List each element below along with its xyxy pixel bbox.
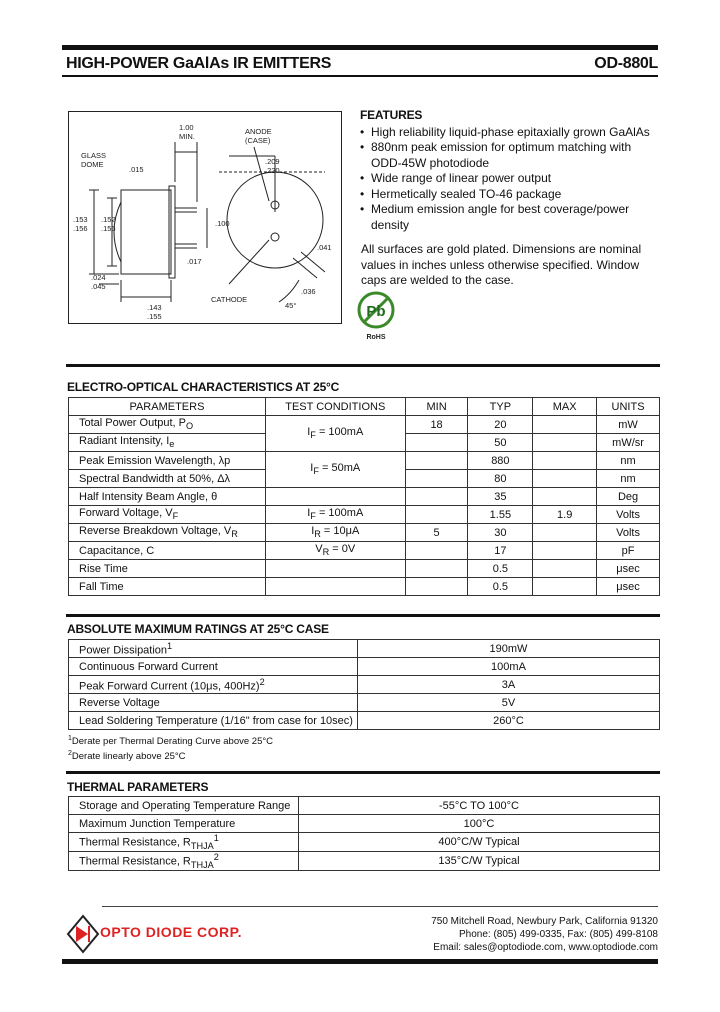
units-cell: nm <box>597 452 660 470</box>
eo-section-rule <box>66 364 660 367</box>
col-header-test-conditions: TEST CONDITIONS <box>265 398 405 416</box>
units-cell: mW/sr <box>597 434 660 452</box>
param-cell: Reverse Voltage <box>69 694 358 712</box>
min-cell <box>405 542 468 560</box>
value-cell: 100mA <box>357 658 659 676</box>
condition-cell <box>265 488 405 506</box>
amr-section-rule <box>66 614 660 617</box>
surfaces-note: All surfaces are gold plated. Dimensions are nominal values in inches unless otherwise specified. Window caps are welded to the case. <box>361 242 642 287</box>
value-cell: 260°C <box>357 712 659 730</box>
value-cell: 135°C/W Typical <box>298 851 659 870</box>
max-cell <box>533 470 597 488</box>
units-cell: μsec <box>597 578 660 596</box>
value-cell: 400°C/W Typical <box>298 833 659 852</box>
rohs-label: RoHS <box>366 334 386 341</box>
company-name: OPTO DIODE CORP. <box>100 924 243 940</box>
page-title: HIGH-POWER GaAlAs IR EMITTERS <box>66 55 332 72</box>
amr-section-title: ABSOLUTE MAXIMUM RATINGS AT 25°C CASE <box>67 622 329 636</box>
param-cell: Capacitance, C <box>69 542 266 560</box>
feature-item: • Hermetically sealed TO-46 package <box>360 187 660 203</box>
can-body <box>121 190 171 274</box>
col-header-max: MAX <box>533 398 597 416</box>
electro-optical-table <box>68 397 660 596</box>
absolute-max-table <box>68 639 660 730</box>
param-cell: Total Power Output, $P_O$ <box>69 416 266 434</box>
typ-cell: 20 <box>468 416 533 434</box>
param-cell: Power Dissipation$^1$ <box>69 640 358 658</box>
logo-diode-icon <box>76 926 88 942</box>
typ-cell: 50 <box>468 434 533 452</box>
param-cell: Peak Forward Current (10μs, 400Hz)$^2$ <box>69 676 358 694</box>
dim-017: .017 <box>187 257 202 266</box>
footnote-1: $^1$Derate per Thermal Derating Curve above 25°C <box>68 735 274 748</box>
table-row <box>69 578 660 596</box>
table-row <box>69 676 660 694</box>
min-cell <box>405 452 468 470</box>
table-row <box>69 658 660 676</box>
dim-143: .143 <box>147 303 162 312</box>
dim-041: .041 <box>317 243 332 252</box>
footer-top-rule <box>102 906 658 907</box>
label-glass: GLASS <box>81 151 107 160</box>
units-cell: Deg <box>597 488 660 506</box>
min-cell <box>405 470 468 488</box>
max-cell <box>533 542 597 560</box>
address: 750 Mitchell Road, Newbury Park, California 91320 <box>431 916 658 927</box>
param-cell: Half Intensity Beam Angle, θ <box>69 488 266 506</box>
param-cell: Continuous Forward Current <box>69 658 358 676</box>
condition-cell: $I_F = 100mA$ <box>265 416 405 452</box>
value-cell: 5V <box>357 694 659 712</box>
rohs-pb-symbol: Pb <box>366 303 386 320</box>
value-cell: 100°C <box>298 815 659 833</box>
table-row <box>69 815 660 833</box>
col-header-min: MIN <box>405 398 468 416</box>
max-cell <box>533 452 597 470</box>
dim-min: MIN. <box>179 132 195 141</box>
typ-cell: 80 <box>468 470 533 488</box>
param-cell: Thermal Resistance, $R_{THJA}^2$ <box>69 851 299 870</box>
min-cell <box>405 434 468 452</box>
typ-cell: 880 <box>468 452 533 470</box>
param-cell: Fall Time <box>69 578 266 596</box>
dim-155: .155 <box>147 312 162 321</box>
dim-036: .036 <box>301 287 316 296</box>
header-rule <box>62 45 658 50</box>
dim-153: .153 <box>73 215 88 224</box>
typ-cell: 1.55 <box>468 506 533 524</box>
param-cell: Maximum Junction Temperature <box>69 815 299 833</box>
contact-info <box>431 915 658 954</box>
label-case: (CASE) <box>245 136 271 145</box>
min-cell: 5 <box>405 524 468 542</box>
feature-item: • 880nm peak emission for optimum matching with ODD-45W photodiode <box>360 140 660 171</box>
max-cell <box>533 578 597 596</box>
min-cell <box>405 506 468 524</box>
col-header-units: UNITS <box>597 398 660 416</box>
param-cell: Radiant Intensity, $I_e$ <box>69 434 266 452</box>
dim-220: .220 <box>265 166 280 175</box>
condition-cell: $I_R = 10\mu A$ <box>265 524 405 542</box>
angle-45: 45° <box>285 301 297 310</box>
table-row <box>69 542 660 560</box>
units-cell: μsec <box>597 560 660 578</box>
can-flange <box>169 186 175 278</box>
dim-045: .045 <box>91 282 106 291</box>
param-cell: Peak Emission Wavelength, λp <box>69 452 266 470</box>
max-cell <box>533 524 597 542</box>
dim-024: .024 <box>91 273 106 282</box>
max-cell: 1.9 <box>533 506 597 524</box>
header-underline <box>62 75 658 77</box>
table-row <box>69 797 660 815</box>
param-cell: Lead Soldering Temperature (1/16" from case for 10sec) <box>69 712 358 730</box>
param-cell: Thermal Resistance, $R_{THJA}^1$ <box>69 833 299 852</box>
typ-cell: 17 <box>468 542 533 560</box>
label-dome: DOME <box>81 160 104 169</box>
typ-cell: 35 <box>468 488 533 506</box>
col-header-typ: TYP <box>468 398 533 416</box>
condition-cell <box>265 560 405 578</box>
param-cell: Reverse Breakdown Voltage, $V_R$ <box>69 524 266 542</box>
phone-fax: Phone: (805) 499-0335, Fax: (805) 499-8108 <box>458 929 658 940</box>
email-web: Email: sales@optodiode.com, www.optodiode.com <box>433 942 658 953</box>
table-row <box>69 712 660 730</box>
condition-cell: $V_R = 0V$ <box>265 542 405 560</box>
value-cell: 3A <box>357 676 659 694</box>
value-cell: -55°C TO 100°C <box>298 797 659 815</box>
max-cell <box>533 488 597 506</box>
table-row <box>69 851 660 870</box>
eo-section-title: ELECTRO-OPTICAL CHARACTERISTICS AT 25°C <box>67 380 340 394</box>
company-logo <box>66 914 100 959</box>
mechanical-drawing <box>68 111 342 324</box>
feature-item: • Wide range of linear power output <box>360 171 660 187</box>
param-cell: Spectral Bandwidth at 50%, Δλ <box>69 470 266 488</box>
max-cell <box>533 416 597 434</box>
table-row <box>69 640 660 658</box>
features-list <box>360 125 660 234</box>
dim-100-min: 1.00 <box>179 123 194 132</box>
condition-cell: $I_F = 50mA$ <box>265 452 405 488</box>
features-heading: FEATURES <box>360 108 423 122</box>
units-cell: mW <box>597 416 660 434</box>
thermal-table <box>68 796 660 871</box>
condition-cell <box>265 578 405 596</box>
units-cell: Volts <box>597 524 660 542</box>
table-row <box>69 452 660 470</box>
table-row <box>69 506 660 524</box>
value-cell: 190mW <box>357 640 659 658</box>
label-anode: ANODE <box>245 127 272 136</box>
table-row <box>69 694 660 712</box>
thermal-section-title: THERMAL PARAMETERS <box>67 780 209 794</box>
param-cell: Forward Voltage, $V_F$ <box>69 506 266 524</box>
dim-156a: .156 <box>73 224 88 233</box>
param-cell: Rise Time <box>69 560 266 578</box>
thermal-section-rule <box>66 771 660 774</box>
units-cell: pF <box>597 542 660 560</box>
package-outline-drawing <box>69 112 341 323</box>
features-section <box>360 108 660 233</box>
dim-209: .209 <box>265 157 280 166</box>
footnote-2: $^2$Derate linearly above 25°C <box>68 750 186 763</box>
units-cell: nm <box>597 470 660 488</box>
table-row <box>69 560 660 578</box>
table-row <box>69 416 660 434</box>
footer-bottom-rule <box>62 959 658 964</box>
part-number: OD-880L <box>594 55 658 72</box>
typ-cell: 0.5 <box>468 578 533 596</box>
table-row <box>69 488 660 506</box>
table-row <box>69 833 660 852</box>
rohs-badge <box>356 290 396 349</box>
min-cell: 18 <box>405 416 468 434</box>
min-cell <box>405 488 468 506</box>
dim-152: .152 <box>101 215 116 224</box>
footnotes <box>68 733 273 763</box>
min-cell <box>405 560 468 578</box>
feature-item: • High reliability liquid-phase epitaxially grown GaAlAs <box>360 125 660 141</box>
table-header-row <box>69 398 660 416</box>
condition-cell: $I_F = 100mA$ <box>265 506 405 524</box>
feature-item: • Medium emission angle for best coverage/power density <box>360 202 660 233</box>
dim-100: .100 <box>215 219 230 228</box>
param-cell: Storage and Operating Temperature Range <box>69 797 299 815</box>
col-header-parameters: PARAMETERS <box>69 398 266 416</box>
max-cell <box>533 434 597 452</box>
dim-015: .015 <box>129 165 144 174</box>
max-cell <box>533 560 597 578</box>
typ-cell: 0.5 <box>468 560 533 578</box>
units-cell: Volts <box>597 506 660 524</box>
label-cathode: CATHODE <box>211 295 248 304</box>
min-cell <box>405 578 468 596</box>
typ-cell: 30 <box>468 524 533 542</box>
table-row <box>69 524 660 542</box>
dim-156b: .156 <box>101 224 116 233</box>
